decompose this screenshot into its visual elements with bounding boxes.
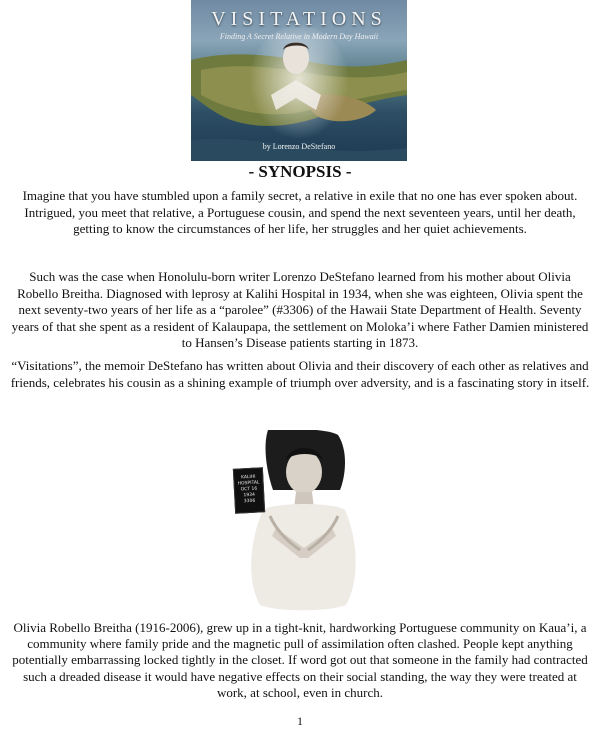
sign-line-3: OCT 16 1934	[240, 486, 258, 499]
cover-title: VISITATIONS	[211, 8, 387, 30]
paragraph-background: Such was the case when Honolulu-born writer Lorenzo DeStefano learned from his mother about Olivia Robello Breitha. Diagnosed with leprosy at Kalihi Hospital in 1934, when she was eighteen, Olivia spent the next seventy-two years of her life as a “parolee” (#3306) of the Hawaii State Department of Health. Seventy years of that she spent as a resident of Kalaupapa, the settlement on Moloka’i where Father Damien ministered to Hansen’s Disease patients starting in 1873.	[11, 269, 589, 350]
page-number: 1	[297, 714, 303, 728]
portrait-illustration	[228, 430, 376, 612]
paragraph-memoir: “Visitations”, the memoir DeStefano has written about Olivia and their discovery of each other as relatives and friends, celebrates his cousin as a shining example of triumph over adversity, and is a fascinating story in itself.	[10, 358, 590, 390]
paragraph-community: Olivia Robello Breitha (1916-2006), grew up in a tight-knit, hardworking Portuguese community on Kaua’i, a community where family pride and the magnetic pull of assimilation often clashed. People kept anything potentially embarrassing locked tightly in the closet. If word got out that someone in the family had contracted such a dreaded disease it would have negative effects on their social standing, the way they were treated at work, at school, even in church.	[12, 620, 588, 700]
sign-line-4: 3306	[243, 498, 256, 505]
paragraph-intro: Imagine that you have stumbled upon a family secret, a relative in exile that no one has ever spoken about. Intrigued, you meet that relative, a Portuguese cousin, and spend the next seventeen years, until her death, getting to know the circumstances of her life, her struggles and her quiet achievements.	[22, 188, 578, 236]
book-cover-image	[191, 0, 407, 161]
patient-id-sign	[233, 467, 265, 514]
synopsis-heading: - SYNOPSIS -	[248, 162, 352, 181]
olivia-portrait-photo	[228, 430, 376, 612]
cover-author: by Lorenzo DeStefano	[262, 142, 336, 151]
sign-line-1: KALIHI	[240, 474, 256, 481]
sign-line-2: HOSPITAL	[237, 480, 260, 487]
cover-subtitle: Finding A Secret Relative in Modern Day Hawaii	[219, 32, 379, 41]
